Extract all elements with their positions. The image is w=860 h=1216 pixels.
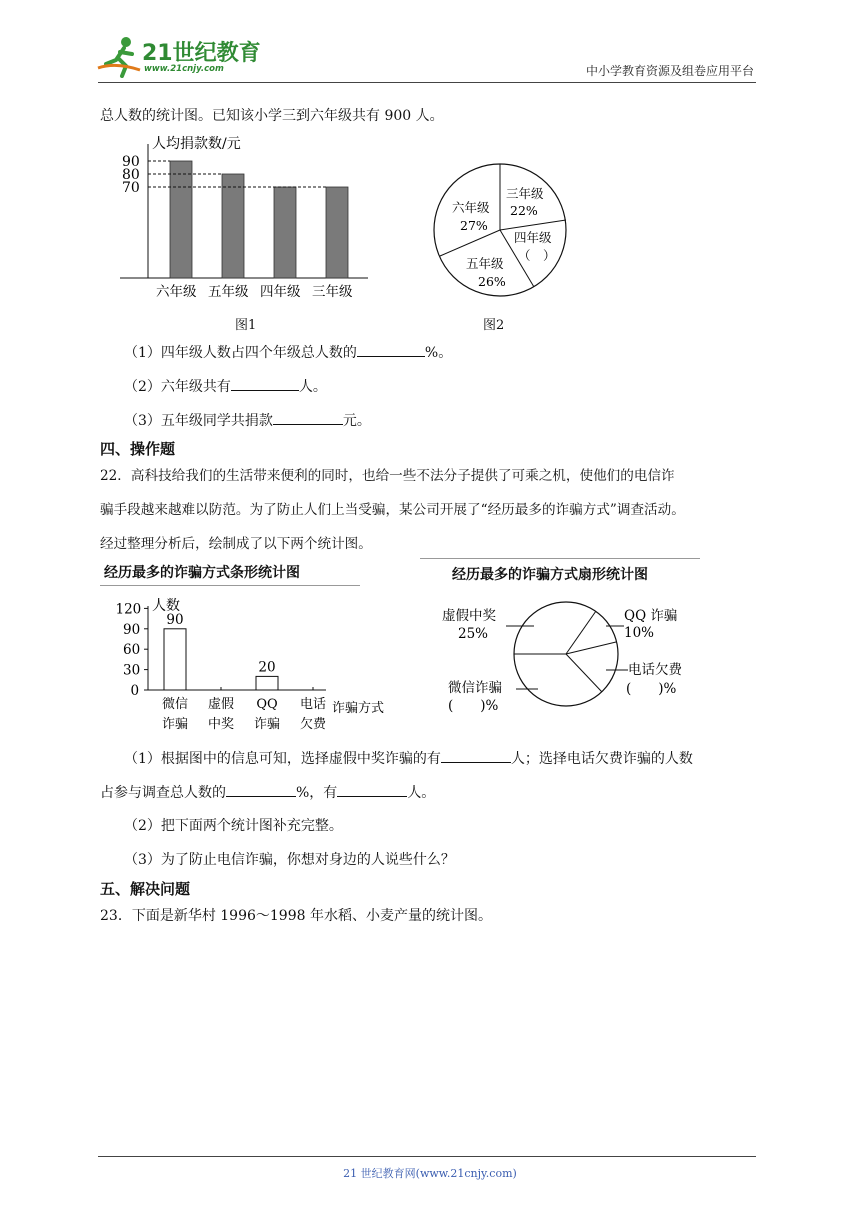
q22-bar bbox=[256, 676, 278, 690]
fig2-value-grade5: 26% bbox=[478, 274, 506, 289]
q22-sub1-text2: 人；选择电话欠费诈骗的人数 bbox=[510, 751, 693, 767]
section-heading: 四、操作题 bbox=[100, 440, 176, 458]
q22-line3: 经过整理分析后，绘制成了以下两个统计图。 bbox=[100, 536, 372, 552]
q21-sub2-suffix: 人。 bbox=[298, 379, 327, 395]
q22-bar-chart bbox=[108, 590, 408, 740]
fig1-category-label: 五年级 bbox=[208, 284, 249, 300]
q22-sub1-text4: %，有 bbox=[296, 785, 338, 801]
fig1-tick-label: 70 bbox=[122, 180, 140, 196]
fig1-bar bbox=[222, 174, 244, 278]
fig1-category-label: 三年级 bbox=[312, 284, 353, 300]
q21-sub2 bbox=[124, 376, 327, 397]
q22-category-label: 中奖 bbox=[207, 717, 235, 732]
q22-sub3: （3）为了防止电信诈骗，你想对身边的人说些什么？ bbox=[124, 852, 455, 868]
q22-pie-value-wechat: ( )% bbox=[448, 698, 499, 714]
fig1-caption: 图1 bbox=[235, 318, 257, 333]
q22-category-label: 诈骗 bbox=[161, 717, 189, 732]
q22-tick-label: 120 bbox=[115, 601, 142, 618]
fig2-divider bbox=[500, 220, 566, 230]
fig1-ylabel: 人均捐款数/元 bbox=[152, 136, 241, 152]
q21-sub3-text: （3）五年级同学共捐款 bbox=[124, 413, 273, 429]
fig1-bar bbox=[170, 161, 192, 278]
q22-sub1-text5: 人。 bbox=[407, 785, 436, 801]
fig1-tick-label: 90 bbox=[122, 154, 140, 170]
q22-pie-value-qq: 10% bbox=[624, 625, 655, 641]
q22-category-label: 诈骗 bbox=[253, 717, 281, 732]
q22-sub2: （2）把下面两个统计图补充完整。 bbox=[124, 818, 343, 834]
q22-pie-divider bbox=[566, 654, 602, 692]
fig2-label-grade5: 五年级 bbox=[466, 256, 504, 271]
fig1-tick-label: 80 bbox=[122, 167, 140, 183]
q22-ylabel: 人数 bbox=[152, 598, 180, 614]
q21-sub2-text: （2）六年级共有 bbox=[124, 379, 231, 395]
fig2-value-grade3: 22% bbox=[510, 203, 538, 218]
fig1-category-label: 四年级 bbox=[260, 284, 301, 300]
fig2-divider bbox=[440, 230, 500, 256]
fig1-bar bbox=[274, 187, 296, 278]
q22-sub1-text: （1）根据图中的信息可知，选择虚假中奖诈骗的有 bbox=[124, 751, 441, 767]
fig2-value-grade6: 27% bbox=[460, 218, 488, 233]
q22-pie-value-fake-prize: 25% bbox=[458, 626, 489, 642]
answer-blank[interactable] bbox=[273, 410, 343, 425]
logo bbox=[96, 34, 146, 78]
q22-pie-value-phone: ( )% bbox=[626, 681, 677, 697]
fig1-bar bbox=[326, 187, 348, 278]
q22-pie-label-phone: 电话欠费 bbox=[628, 662, 682, 678]
answer-blank[interactable] bbox=[231, 376, 299, 391]
answer-blank[interactable] bbox=[226, 782, 296, 797]
q21-sub1 bbox=[124, 342, 452, 363]
q22-bar-value: 90 bbox=[166, 611, 184, 628]
q22-tick-label: 90 bbox=[123, 621, 141, 638]
q22-sub1-text3: 占参与调查总人数的 bbox=[100, 785, 226, 801]
fig2-label-grade4: 四年级 bbox=[514, 230, 552, 245]
q22-pie-label-qq: QQ 诈骗 bbox=[624, 608, 678, 624]
q22-pie-chart bbox=[430, 592, 710, 722]
q22-bar-value: 20 bbox=[258, 659, 276, 676]
figure2-pie-chart bbox=[430, 160, 570, 300]
fig2-value-grade4: （ ） bbox=[518, 248, 556, 263]
logo-url: www.21cnjy.com bbox=[144, 64, 224, 74]
figure1-bar-chart bbox=[110, 130, 370, 305]
fig1-category-label: 六年级 bbox=[156, 284, 197, 300]
q22-bar bbox=[164, 629, 186, 690]
section-heading: 五、解决问题 bbox=[100, 880, 191, 898]
q22-xlabel: 诈骗方式 bbox=[332, 701, 385, 716]
fig2-label-grade6: 六年级 bbox=[452, 200, 490, 215]
q22-tick-label: 30 bbox=[123, 662, 141, 679]
q21-sub3-suffix: 元。 bbox=[342, 413, 371, 429]
q22-tick-label: 60 bbox=[123, 642, 141, 659]
q22-category-label: 欠费 bbox=[299, 717, 327, 732]
bar-chart-title: 经历最多的诈骗方式条形统计图 bbox=[104, 565, 300, 581]
q21-sub1-text: （1）四年级人数占四个年级总人数的 bbox=[124, 345, 357, 361]
logo-text: 21世纪教育 bbox=[142, 41, 261, 66]
q22-line2: 骗手段越来越难以防范。为了防止人们上当受骗，某公司开展了“经历最多的诈骗方式”调查活动。 bbox=[100, 502, 685, 518]
q22-sub1-line2 bbox=[100, 782, 435, 803]
q22-category-label: 微信 bbox=[161, 697, 189, 712]
footer-text: 21 世纪教育网(www.21cnjy.com) bbox=[343, 1167, 517, 1180]
q22-line1: 22．高科技给我们的生活带来便利的同时，也给一些不法分子提供了可乘之机，使他们的电信诈 bbox=[100, 468, 675, 484]
q22-category-label: QQ bbox=[256, 697, 278, 712]
intro-line: 总人数的统计图。已知该小学三到六年级共有 900 人。 bbox=[100, 108, 444, 124]
q22-category-label: 虚假 bbox=[207, 697, 235, 712]
fig2-caption: 图2 bbox=[483, 318, 505, 333]
q22-tick-label: 0 bbox=[130, 683, 140, 699]
bar-title-rule bbox=[100, 585, 360, 586]
q21-sub3 bbox=[124, 410, 371, 431]
answer-blank[interactable] bbox=[441, 748, 511, 763]
pie-chart-title: 经历最多的诈骗方式扇形统计图 bbox=[452, 567, 648, 583]
answer-blank[interactable] bbox=[357, 342, 425, 357]
footer-divider bbox=[98, 1156, 756, 1157]
q22-sub1-line1 bbox=[124, 748, 693, 769]
header-divider bbox=[98, 82, 756, 83]
q22-category-label: 电话 bbox=[299, 697, 327, 712]
answer-blank[interactable] bbox=[337, 782, 407, 797]
fig2-label-grade3: 三年级 bbox=[506, 186, 544, 201]
header-platform-text: 中小学教育资源及组卷应用平台 bbox=[585, 64, 754, 78]
q22-pie-label-wechat: 微信诈骗 bbox=[448, 680, 502, 696]
q21-sub1-suffix: %。 bbox=[424, 345, 453, 361]
q22-pie-label-fake-prize: 虚假中奖 bbox=[442, 608, 496, 624]
pie-title-rule bbox=[420, 558, 700, 559]
q23-line: 23．下面是新华村 1996～1998 年水稻、小麦产量的统计图。 bbox=[100, 908, 492, 924]
